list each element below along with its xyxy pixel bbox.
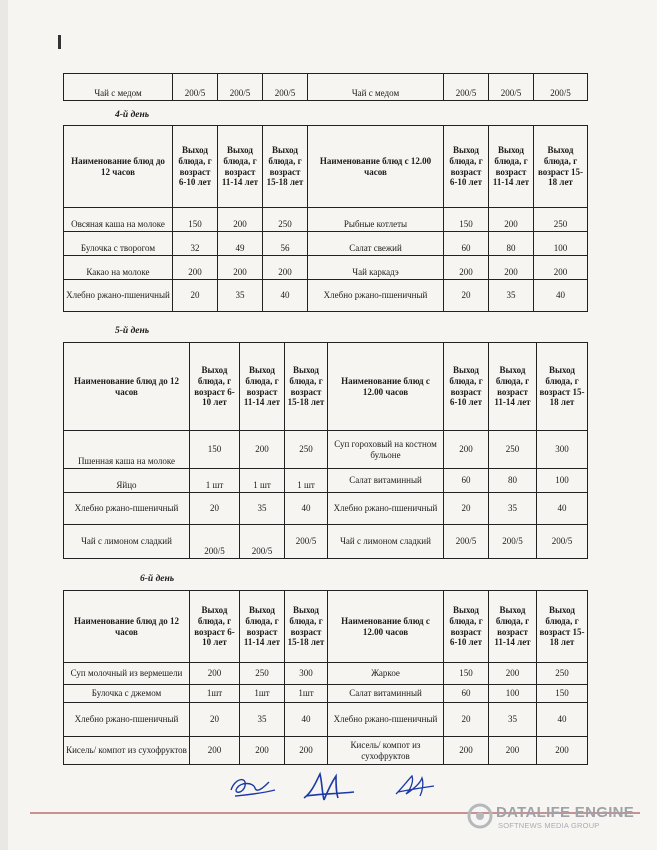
portion-value: 250 (285, 431, 328, 469)
table-row (64, 703, 588, 737)
column-header: Выход блюда, г возраст 11-14 лет (489, 343, 537, 431)
dish-dinner: Чай каркадэ (308, 256, 444, 280)
portion-value: 35 (489, 280, 534, 312)
portion-value: 1 шт (285, 469, 328, 493)
dish-lunch: Хлебно ржано-пшеничный (64, 703, 190, 737)
portion-value: 60 (444, 685, 489, 703)
portion-value: 200 (489, 663, 537, 685)
watermark-subtitle: SOFTNEWS MEDIA GROUP (498, 821, 600, 830)
column-header: Выход блюда, г возраст 11-14 лет (240, 343, 285, 431)
portion-value: 200/5 (240, 525, 285, 559)
column-header: Наименование блюд до 12 часов (64, 591, 190, 663)
dish-dinner: Салат витаминный (328, 685, 444, 703)
watermark-logo-icon (466, 802, 494, 830)
portion-value: 200 (489, 737, 537, 765)
portion-value: 35 (489, 703, 537, 737)
dish-lunch: Булочка с джемом (64, 685, 190, 703)
portion-value: 200/5 (190, 525, 240, 559)
table-row (64, 493, 588, 525)
portion-value: 200 (190, 737, 240, 765)
portion-value: 200/5 (534, 74, 588, 101)
portion-value: 20 (173, 280, 218, 312)
portion-value: 200 (537, 737, 588, 765)
dish-lunch: Чай с медом (64, 74, 173, 101)
portion-value: 200 (173, 256, 218, 280)
portion-value: 200 (444, 737, 489, 765)
dish-lunch: Кисель/ компот из сухофруктов (64, 737, 190, 765)
column-header: Выход блюда, г возраст 6-10 лет (444, 591, 489, 663)
portion-value: 250 (534, 208, 588, 232)
dish-lunch: Хлебно ржано-пшеничный (64, 280, 173, 312)
portion-value: 200 (534, 256, 588, 280)
page-edge (0, 0, 8, 850)
scan-mark (58, 35, 61, 49)
column-header: Выход блюда, г возраст 15-18 лет (534, 126, 588, 208)
portion-value: 200 (285, 737, 328, 765)
portion-value: 200 (240, 737, 285, 765)
column-header: Выход блюда, г возраст 11-14 лет (489, 591, 537, 663)
portion-value: 200/5 (489, 74, 534, 101)
portion-value: 20 (444, 280, 489, 312)
dish-dinner: Салат свежий (308, 232, 444, 256)
table-header-row (64, 591, 588, 663)
column-header: Выход блюда, г возраст 15-18 лет (537, 343, 588, 431)
portion-value: 200/5 (173, 74, 218, 101)
portion-value: 150 (444, 208, 489, 232)
dish-dinner: Чай с медом (308, 74, 444, 101)
portion-value: 200/5 (263, 74, 308, 101)
dish-lunch: Булочка с творогом (64, 232, 173, 256)
column-header: Выход блюда, г возраст 15-18 лет (263, 126, 308, 208)
table-header-row (64, 343, 588, 431)
column-header: Наименование блюд с 12.00 часов (328, 591, 444, 663)
table-row (64, 737, 588, 765)
portion-value: 250 (263, 208, 308, 232)
dish-dinner: Хлебно ржано-пшеничный (308, 280, 444, 312)
portion-value: 200/5 (218, 74, 263, 101)
portion-value: 1шт (240, 685, 285, 703)
portion-value: 20 (190, 703, 240, 737)
portion-value: 300 (285, 663, 328, 685)
column-header: Выход блюда, г возраст 11-14 лет (240, 591, 285, 663)
portion-value: 40 (263, 280, 308, 312)
day-title: 5-й день (115, 326, 150, 336)
column-header: Выход блюда, г возраст 11-14 лет (489, 126, 534, 208)
dish-lunch: Овсяная каша на молоке (64, 208, 173, 232)
portion-value: 1 шт (190, 469, 240, 493)
portion-value: 60 (444, 469, 489, 493)
portion-value: 1 шт (240, 469, 285, 493)
portion-value: 40 (285, 703, 328, 737)
portion-value: 150 (190, 431, 240, 469)
day-5-menu-table (63, 342, 588, 559)
dish-lunch: Какао на молоке (64, 256, 173, 280)
portion-value: 40 (537, 703, 588, 737)
dish-dinner: Чай с лимоном сладкий (328, 525, 444, 559)
column-header: Выход блюда, г возраст 6-10 лет (444, 126, 489, 208)
portion-value: 200 (218, 208, 263, 232)
column-header: Наименование блюд до 12 часов (64, 126, 173, 208)
portion-value: 200 (444, 256, 489, 280)
table-row (64, 256, 588, 280)
column-header: Выход блюда, г возраст 6-10 лет (190, 343, 240, 431)
portion-value: 200 (489, 256, 534, 280)
portion-value: 80 (489, 232, 534, 256)
portion-value: 35 (240, 703, 285, 737)
portion-value: 20 (190, 493, 240, 525)
dish-dinner: Салат витаминный (328, 469, 444, 493)
dish-lunch: Чай с лимоном сладкий (64, 525, 190, 559)
signature-3 (390, 768, 440, 804)
column-header: Выход блюда, г возраст 15-18 лет (285, 343, 328, 431)
column-header: Наименование блюд до 12 часов (64, 343, 190, 431)
dish-dinner: Хлебно ржано-пшеничный (328, 703, 444, 737)
dish-lunch: Хлебно ржано-пшеничный (64, 493, 190, 525)
portion-value: 80 (489, 469, 537, 493)
portion-value: 100 (537, 469, 588, 493)
column-header: Выход блюда, г возраст 15-18 лет (285, 591, 328, 663)
portion-value: 150 (173, 208, 218, 232)
portion-value: 60 (444, 232, 489, 256)
dish-lunch: Суп молочный из вермешели (64, 663, 190, 685)
dish-dinner: Суп гороховый на костном бульоне (328, 431, 444, 469)
day-title: 6-й день (140, 574, 175, 584)
portion-value: 40 (534, 280, 588, 312)
table-row (64, 208, 588, 232)
portion-value: 35 (489, 493, 537, 525)
table-row (64, 280, 588, 312)
previous-day-tail-table (63, 73, 588, 101)
column-header: Выход блюда, г возраст 15-18 лет (537, 591, 588, 663)
day-4-menu-table (63, 125, 588, 312)
portion-value: 200/5 (444, 525, 489, 559)
portion-value: 56 (263, 232, 308, 256)
portion-value: 200 (190, 663, 240, 685)
portion-value: 1шт (285, 685, 328, 703)
table-row (64, 431, 588, 469)
dish-dinner: Хлебно ржано-пшеничный (328, 493, 444, 525)
portion-value: 40 (537, 493, 588, 525)
portion-value: 20 (444, 703, 489, 737)
table-row (64, 663, 588, 685)
day-title: 4-й день (115, 110, 150, 120)
table-row (64, 685, 588, 703)
portion-value: 35 (218, 280, 263, 312)
column-header: Выход блюда, г возраст 6-10 лет (444, 343, 489, 431)
watermark-title: DATALIFE ENGINE (496, 804, 635, 821)
portion-value: 100 (489, 685, 537, 703)
portion-value: 200 (263, 256, 308, 280)
portion-value: 200/5 (489, 525, 537, 559)
dish-dinner: Кисель/ компот из сухофруктов (328, 737, 444, 765)
portion-value: 200 (218, 256, 263, 280)
column-header: Выход блюда, г возраст 11-14 лет (218, 126, 263, 208)
dish-dinner: Жаркое (328, 663, 444, 685)
table-row (64, 469, 588, 493)
portion-value: 200 (240, 431, 285, 469)
column-header: Выход блюда, г возраст 6-10 лет (173, 126, 218, 208)
table-row (64, 525, 588, 559)
column-header: Выход блюда, г возраст 6-10 лет (190, 591, 240, 663)
portion-value: 200 (489, 208, 534, 232)
table-row (64, 74, 588, 101)
table-header-row (64, 126, 588, 208)
column-header: Наименование блюд с 12.00 часов (308, 126, 444, 208)
portion-value: 35 (240, 493, 285, 525)
watermark (466, 800, 636, 832)
portion-value: 200/5 (285, 525, 328, 559)
dish-lunch: Пшенная каша на молоке (64, 431, 190, 469)
portion-value: 32 (173, 232, 218, 256)
dish-dinner: Рыбные котлеты (308, 208, 444, 232)
column-header: Наименование блюд с 12.00 часов (328, 343, 444, 431)
portion-value: 150 (444, 663, 489, 685)
signature-1 (225, 768, 285, 804)
portion-value: 250 (489, 431, 537, 469)
portion-value: 150 (537, 685, 588, 703)
signature-2 (300, 768, 360, 804)
portion-value: 250 (240, 663, 285, 685)
portion-value: 20 (444, 493, 489, 525)
portion-value: 300 (537, 431, 588, 469)
day-6-menu-table (63, 590, 588, 765)
portion-value: 200/5 (444, 74, 489, 101)
table-row (64, 232, 588, 256)
portion-value: 200/5 (537, 525, 588, 559)
dish-lunch: Яйцо (64, 469, 190, 493)
portion-value: 49 (218, 232, 263, 256)
portion-value: 200 (444, 431, 489, 469)
portion-value: 40 (285, 493, 328, 525)
portion-value: 1шт (190, 685, 240, 703)
portion-value: 100 (534, 232, 588, 256)
portion-value: 250 (537, 663, 588, 685)
